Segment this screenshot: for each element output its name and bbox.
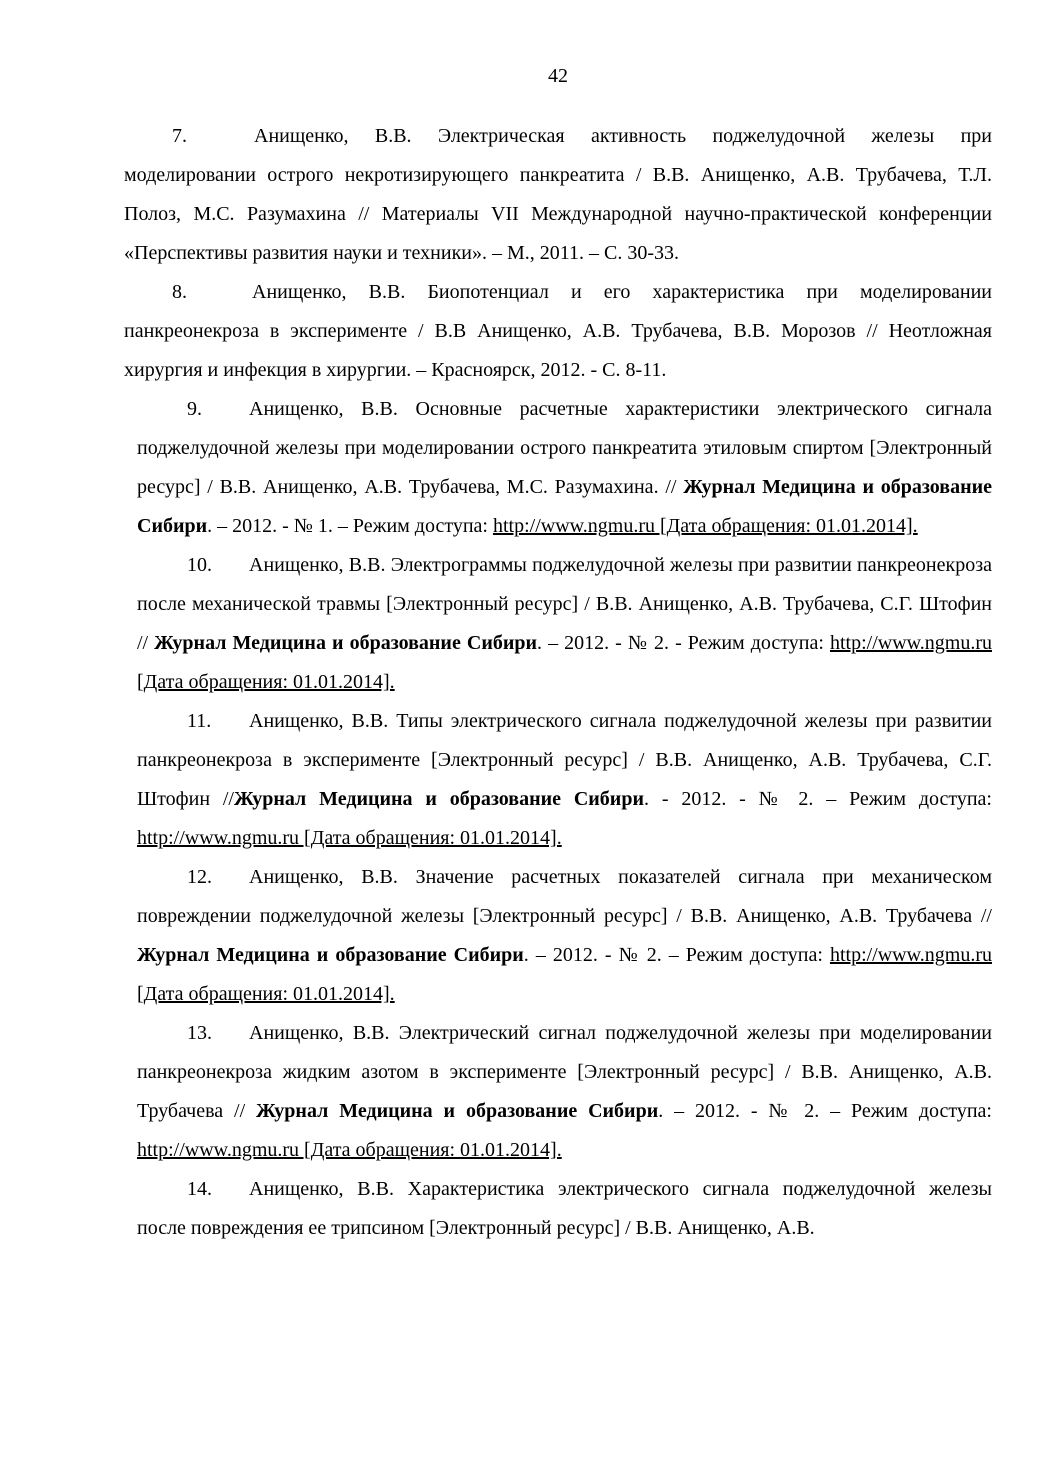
- journal-title: Журнал Медицина и образование Сибири: [256, 1100, 659, 1122]
- reference-item: [137, 702, 992, 858]
- reference-number: 9.: [187, 398, 202, 420]
- reference-text: Анищенко, В.В. Типы электрического сигнала поджелудочной железы при развитии панкреонекроза в эксперименте [Электронный ресурс] / В.В. Анищенко, А.В. Трубачева, С.Г. Штофин //: [137, 710, 992, 810]
- reference-text: Анищенко, В.В. Характеристика электрического сигнала поджелудочной железы после повреждения ее трипсином [Электронный ресурс] / В.В. Анищенко, А.В.: [137, 1178, 992, 1239]
- reference-details: . - 2012. - № 2. – Режим доступа:: [643, 788, 992, 810]
- reference-item: [124, 273, 992, 390]
- reference-details: . – 2012. - № 1. – Режим доступа:: [207, 515, 493, 537]
- reference-number: 8.: [172, 281, 187, 303]
- journal-title: Журнал Медицина и образование Сибири: [233, 788, 644, 810]
- reference-item: [137, 390, 992, 546]
- reference-text: Анищенко, В.В. Электрический сигнал поджелудочной железы при моделировании панкреонекроза жидким азотом в эксперименте [Электронный ресурс] / В.В. Анищенко, А.В. Трубачева //: [137, 1022, 992, 1122]
- reference-number: 13.: [187, 1022, 212, 1044]
- reference-item: [137, 546, 992, 702]
- reference-number: 12.: [187, 866, 212, 888]
- reference-item: [124, 117, 992, 273]
- reference-details: . – 2012. - № 2. – Режим доступа:: [658, 1100, 992, 1122]
- reference-text: Анищенко, В.В. Электрограммы поджелудочной железы при развитии панкреонекроза после механической травмы [Электронный ресурс] / В.В. Анищенко, А.В. Трубачева, С.Г. Штофин //: [137, 554, 992, 654]
- reference-item: [137, 1014, 992, 1170]
- reference-text: Анищенко, В.В. Значение расчетных показателей сигнала при механическом повреждении поджелудочной железы [Электронный ресурс] / В.В. Анищенко, А.В. Трубачева //: [137, 866, 992, 927]
- access-link[interactable]: http://www.ngmu.ru [Дата обращения: 01.01.2014].: [137, 1139, 562, 1161]
- journal-title: Журнал Медицина и образование Сибири: [137, 476, 992, 537]
- reference-item: [137, 1170, 992, 1248]
- reference-list: [124, 117, 992, 1248]
- access-link[interactable]: http://www.ngmu.ru [Дата обращения: 01.01.2014].: [492, 515, 918, 537]
- access-link[interactable]: http://www.ngmu.ru [Дата обращения: 01.01.2014].: [137, 827, 562, 849]
- reference-number: 11.: [187, 710, 212, 732]
- access-link[interactable]: http://www.ngmu.ru [Дата обращения: 01.01.2014].: [137, 944, 992, 1005]
- access-link[interactable]: http://www.ngmu.ru [Дата обращения: 01.01.2014].: [137, 632, 993, 693]
- reference-number: 14.: [187, 1178, 212, 1200]
- reference-item: [137, 858, 992, 1014]
- reference-text: Анищенко, В.В. Биопотенциал и его характеристика при моделировании панкреонекроза в эксперименте / В.В Анищенко, А.В. Трубачева, В.В. Морозов // Неотложная хирургия и инфекция в хирургии. – Красноярск, 2012. - С. 8-11.: [124, 281, 992, 381]
- reference-text: Анищенко, В.В. Основные расчетные характеристики электрического сигнала поджелудочной железы при моделировании острого панкреатита этиловым спиртом [Электронный ресурс] / В.В. Анищенко, А.В. Трубачева, М.С. Разумахина. //: [137, 398, 992, 498]
- page-number: 42: [548, 65, 568, 87]
- journal-title: Журнал Медицина и образование Сибири: [154, 632, 538, 654]
- reference-details: . – 2012. - № 2. - Режим доступа:: [537, 632, 830, 654]
- reference-details: . – 2012. - № 2. – Режим доступа:: [523, 944, 830, 966]
- reference-number: 7.: [172, 125, 187, 147]
- reference-number: 10.: [187, 554, 212, 576]
- journal-title: Журнал Медицина и образование Сибири: [137, 944, 524, 966]
- reference-text: Анищенко, В.В. Электрическая активность поджелудочной железы при моделировании острого некротизирующего панкреатита / В.В. Анищенко, А.В. Трубачева, Т.Л. Полоз, М.С. Разумахина // Материалы VII Международной научно-практической конференции «Перспективы развития науки и техники». – М., 2011. – С. 30-33.: [124, 125, 992, 264]
